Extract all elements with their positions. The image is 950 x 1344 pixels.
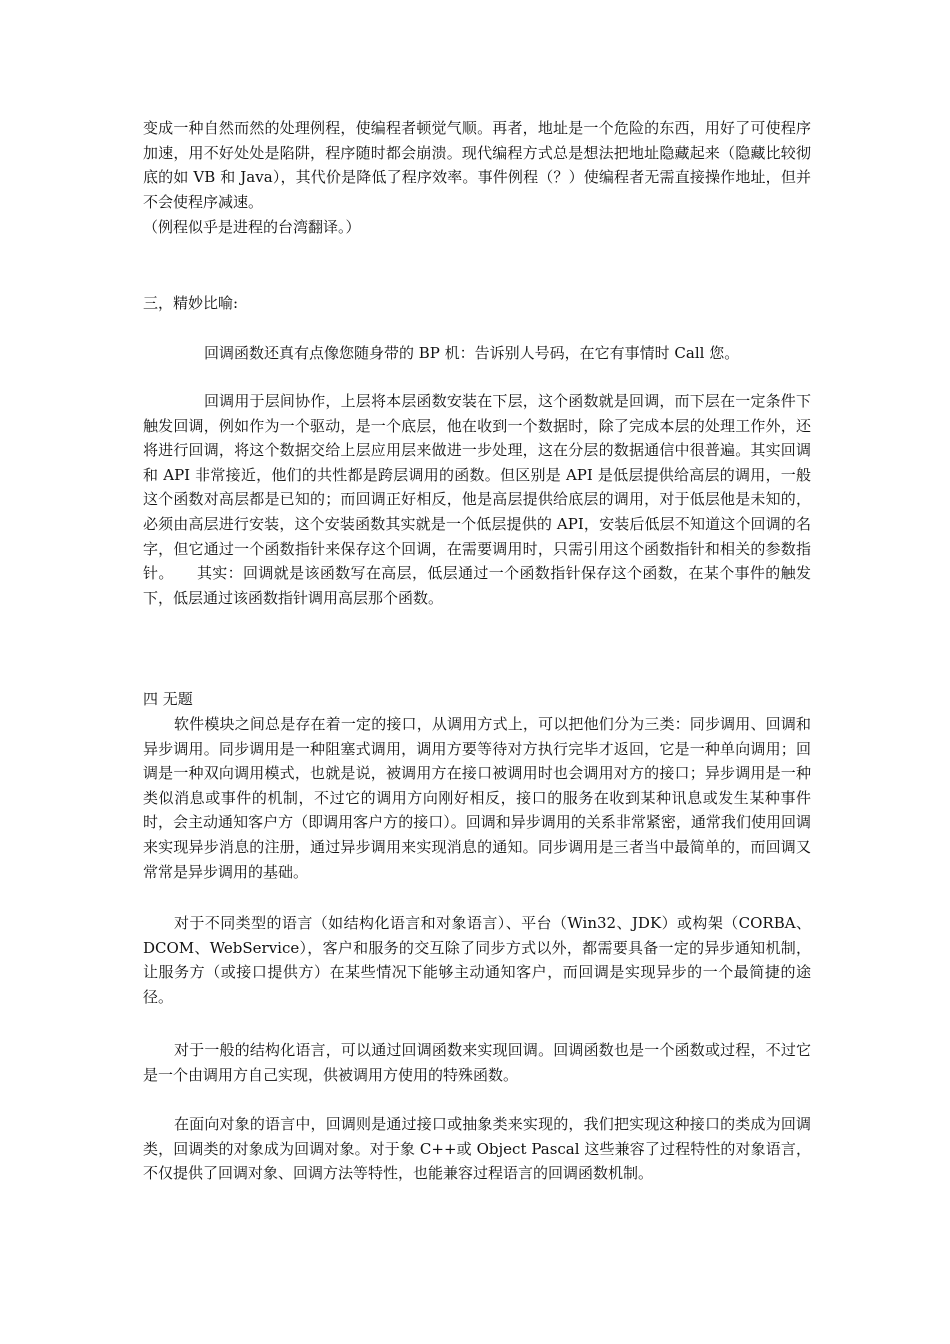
paragraph-languages: 对于不同类型的语言（如结构化语言和对象语言）、平台（Win32、JDK）或构架（CORBA、DCOM、WebService），客户和服务的交互除了同步方式以外，都需要具备一定的异步通知机制，让服务方（或接口提供方）在某些情况下能够主动通知客户，而回调是实现异步的一个最简捷的途径。 (143, 914, 811, 1006)
paragraph-structured: 对于一般的结构化语言，可以通过回调函数来实现回调。回调函数也是一个函数或过程，不过它是一个由调用方自己实现，供被调用方使用的特殊函数。 (143, 1041, 811, 1084)
paragraph-modules: 软件模块之间总是存在着一定的接口，从调用方式上，可以把他们分为三类：同步调用、回调和异步调用。同步调用是一种阻塞式调用，调用方要等待对方执行完毕才返回，它是一种单向调用；回调是一种双向调用模式，也就是说，被调用方在接口被调用时也会调用对方的接口；异步调用是一种类似消息或事件的机制，不过它的调用方向刚好相反，接口的服务在收到某种讯息或发生某种事件时，会主动通知客户方（即调用客户方的接口）。回调和异步调用的关系非常紧密，通常我们使用回调来实现异步消息的注册，通过异步调用来实现消息的通知。同步调用是三者当中最简单的，而回调又常常是异步调用的基础。 (143, 715, 811, 881)
section-heading-4: 四 无题 (143, 690, 193, 708)
paragraph-bp-analogy: 回调函数还真有点像您随身带的 BP 机：告诉别人号码，在它有事情时 Call 您。 (204, 344, 740, 362)
paragraph-layers: 回调用于层间协作，上层将本层函数安装在下层，这个函数就是回调，而下层在一定条件下触发回调，例如作为一个驱动，是一个底层，他在收到一个数据时，除了完成本层的处理工作外，还将进行回调，将这个数据交给上层应用层来做进一步处理，这在分层的数据通信中很普遍。其实回调和 API 非常接近，他们的共性都是跨层调用的函数。但区别是 API 是低层提供给高层的调用，一般这个函数对高层都是已知的；而回调正好相反，他是高层提供给底层的调用，对于低层他是未知的，必须由高层进行安装，这个安装函数其实就是一个低层提供的 API，安装后低层不知道这个回调的名字，但它通过一个函数指针来保存这个回调，在需要调用时，只需引用这个函数指针和相关的参数指针。 其实：回调就是该函数写在高层，低层通过一个函数指针保存这个函数，在某个事件的触发下，低层通过该函数指针调用高层那个函数。 (143, 392, 811, 607)
section-heading-3: 三，精妙比喻: (143, 294, 239, 312)
paragraph-intro: 变成一种自然而然的处理例程，使编程者顿觉气顺。再者，地址是一个危险的东西，用好了可使程序加速，用不好处处是陷阱，程序随时都会崩溃。现代编程方式总是想法把地址隐藏起来（隐藏比较彻底的如 VB 和 Java），其代价是降低了程序效率。事件例程（？）使编程者无需直接操作地址，但并不会使程序减速。 (143, 119, 811, 211)
paragraph-note: （例程似乎是进程的台湾翻译。） (143, 218, 361, 236)
paragraph-oop: 在面向对象的语言中，回调则是通过接口或抽象类来实现的，我们把实现这种接口的类成为回调类，回调类的对象成为回调对象。对于象 C++或 Object Pascal 这些兼容了过程特性的对象语言，不仅提供了回调对象、回调方法等特性，也能兼容过程语言的回调函数机制。 (143, 1115, 811, 1183)
